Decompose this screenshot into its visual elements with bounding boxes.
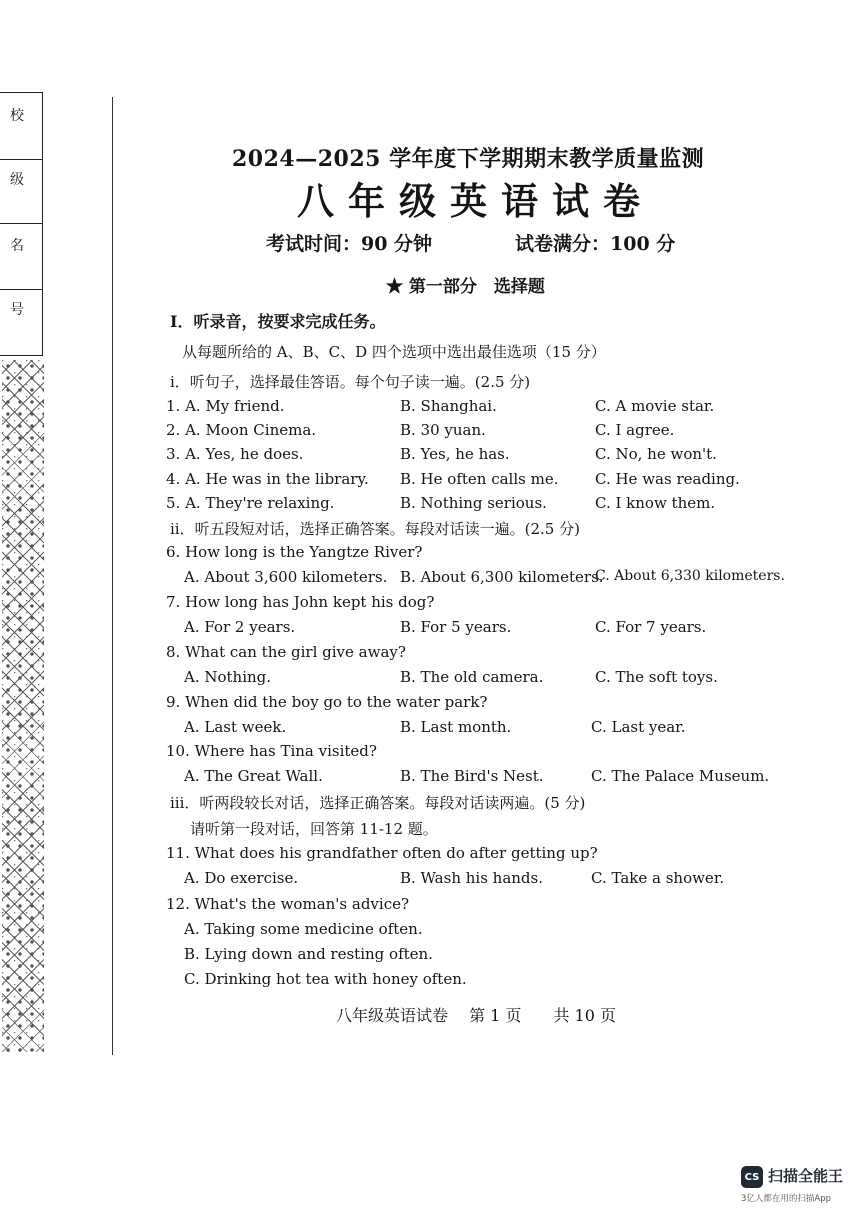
option-q10-c: C. The Palace Museum. xyxy=(591,767,770,785)
question-12: 12. What's the woman's advice? xyxy=(166,895,410,913)
seal-line-pattern xyxy=(2,360,44,1052)
binding-divider xyxy=(0,289,42,290)
option-q2-b: B. 30 yuan. xyxy=(400,421,486,439)
subsection-iii-note: 请听第一段对话，回答第 11-12 题。 xyxy=(190,820,438,838)
option-q5-b: B. Nothing serious. xyxy=(400,494,547,512)
binding-char-name: 名 xyxy=(10,238,24,254)
option-q9-b: B. Last month. xyxy=(400,718,512,736)
option-q2-a: 2. A. Moon Cinema. xyxy=(166,421,317,439)
option-q9-c: C. Last year. xyxy=(591,718,686,736)
option-q12-c: C. Drinking hot tea with honey often. xyxy=(184,970,467,988)
full-marks: 试卷满分：100 分 xyxy=(515,233,676,255)
binding-margin xyxy=(0,92,43,356)
margin-rule xyxy=(112,97,113,1055)
binding-divider xyxy=(0,159,42,160)
option-q7-a: A. For 2 years. xyxy=(184,618,296,636)
option-q8-b: B. The old camera. xyxy=(400,668,544,686)
option-q10-a: A. The Great Wall. xyxy=(184,767,323,785)
option-q11-c: C. Take a shower. xyxy=(591,869,725,887)
option-q4-b: B. He often calls me. xyxy=(400,470,559,488)
page-footer: 八年级英语试卷 第 1 页 共 10 页 xyxy=(336,1006,616,1025)
exam-time: 考试时间：90 分钟 xyxy=(266,233,433,255)
option-q5-c: C. I know them. xyxy=(595,494,716,512)
scanner-app-name: 扫描全能王 xyxy=(768,1167,844,1185)
option-q6-c: C. About 6,330 kilometers. xyxy=(595,568,785,584)
option-q7-c: C. For 7 years. xyxy=(595,618,707,636)
option-q12-b: B. Lying down and resting often. xyxy=(184,945,433,963)
option-q2-c: C. I agree. xyxy=(595,421,675,439)
option-q8-a: A. Nothing. xyxy=(184,668,272,686)
question-9: 9. When did the boy go to the water park? xyxy=(166,693,488,711)
option-q10-b: B. The Bird's Nest. xyxy=(400,767,544,785)
option-q3-c: C. No, he won't. xyxy=(595,445,717,463)
option-q6-b: B. About 6,300 kilometers. xyxy=(400,568,604,586)
option-q4-c: C. He was reading. xyxy=(595,470,740,488)
option-q11-a: A. Do exercise. xyxy=(184,869,299,887)
binding-divider xyxy=(0,223,42,224)
binding-char-class: 级 xyxy=(10,172,24,188)
subsection-ii-heading: ii．听五段短对话，选择正确答案。每段对话读一遍。(2.5 分) xyxy=(170,520,580,538)
question-10: 10. Where has Tina visited? xyxy=(166,742,377,760)
option-q3-b: B. Yes, he has. xyxy=(400,445,510,463)
question-8: 8. What can the girl give away? xyxy=(166,643,406,661)
option-q7-b: B. For 5 years. xyxy=(400,618,512,636)
subsection-i-heading: i．听句子，选择最佳答语。每个句子读一遍。(2.5 分) xyxy=(170,373,531,391)
option-q1-b: B. Shanghai. xyxy=(400,397,497,415)
option-q9-a: A. Last week. xyxy=(184,718,287,736)
option-q8-c: C. The soft toys. xyxy=(595,668,718,686)
option-q11-b: B. Wash his hands. xyxy=(400,869,543,887)
question-7: 7. How long has John kept his dog? xyxy=(166,593,435,611)
option-q1-a: 1. A. My friend. xyxy=(166,397,285,415)
option-q1-c: C. A movie star. xyxy=(595,397,715,415)
section-instruction: 从每题所给的 A、B、C、D 四个选项中选出最佳选项（15 分） xyxy=(182,343,606,361)
option-q5-a: 5. A. They're relaxing. xyxy=(166,494,335,512)
question-6: 6. How long is the Yangtze River? xyxy=(166,543,423,561)
option-q12-a: A. Taking some medicine often. xyxy=(184,920,423,938)
scanner-app-slogan: 3亿人都在用的扫描App xyxy=(741,1194,832,1204)
option-q4-a: 4. A. He was in the library. xyxy=(166,470,369,488)
binding-char-number: 号 xyxy=(10,302,24,318)
exam-title: 2024—2025 学年度下学期期末教学质量监测 xyxy=(232,146,705,172)
option-q3-a: 3. A. Yes, he does. xyxy=(166,445,304,463)
binding-char-school: 校 xyxy=(10,108,24,124)
section-heading: I．听录音，按要求完成任务。 xyxy=(170,312,386,331)
subject-title: 八年级英语试卷 xyxy=(297,179,654,223)
subsection-iii-heading: iii．听两段较长对话，选择正确答案。每段对话读两遍。(5 分) xyxy=(170,794,586,812)
option-q6-a: A. About 3,600 kilometers. xyxy=(184,568,388,586)
camscanner-logo-icon: CS xyxy=(741,1166,763,1188)
question-11: 11. What does his grandfather often do after getting up? xyxy=(166,844,598,862)
part-heading: ★ 第一部分 选择题 xyxy=(386,277,545,297)
